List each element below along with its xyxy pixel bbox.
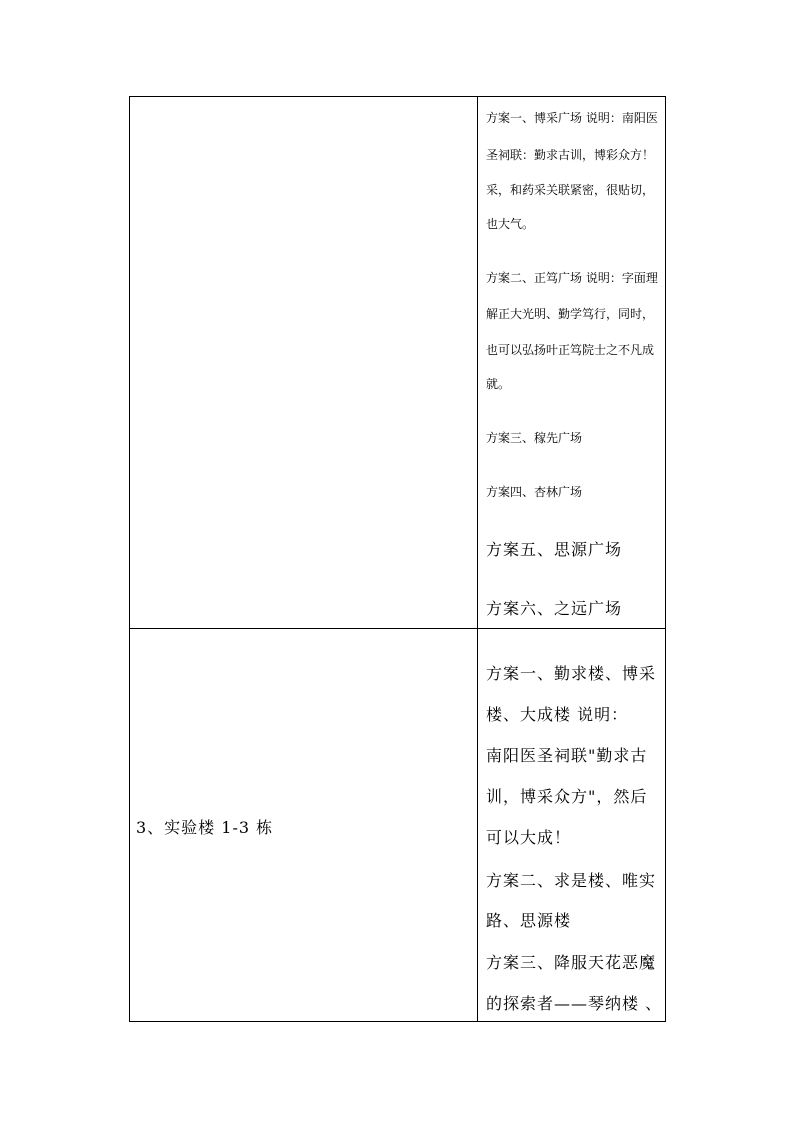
row1-line-2: 圣祠联：勤求古训，博彩众方！: [486, 148, 655, 162]
row2-line-2: 楼、大成楼 说明：: [486, 705, 629, 724]
row1-line-10: 方案四、杏林广场: [486, 485, 583, 499]
row2-line-6: 方案二、求是楼、唯实: [486, 871, 657, 890]
row2-line-5: 可以大成！: [486, 828, 572, 847]
row1-line-8: 就。: [486, 377, 511, 391]
row1-line-3: 采，和药采关联紧密，很贴切，: [486, 183, 655, 197]
row1-line-11: 方案五、思源广场: [486, 540, 623, 559]
row1-line-9: 方案三、稼先广场: [486, 431, 583, 445]
row2-line-4: 训，博采众方"，然后: [486, 787, 648, 806]
column-divider: [477, 97, 478, 1021]
naming-table: [129, 96, 666, 1022]
row2-line-1: 方案一、勤求楼、博采: [486, 664, 657, 683]
row1-line-12: 方案六、之远广场: [486, 599, 623, 618]
row2-label: 3、实验楼 1-3 栋: [136, 818, 274, 837]
row1-line-6: 解正大光明、勤学笃行，同时，: [486, 307, 655, 321]
row2-line-3: 南阳医圣祠联"勤求古: [486, 746, 648, 765]
row2-line-9: 的探索者——琴纳楼 、: [486, 994, 663, 1013]
row2-line-7: 路、思源楼: [486, 911, 572, 930]
row2-line-8: 方案三、降服天花恶魔: [486, 953, 657, 972]
row1-line-1: 方案一、博采广场 说明：南阳医: [486, 111, 658, 125]
row1-line-7: 也可以弘扬叶正笃院士之不凡成: [486, 343, 655, 357]
row1-line-4: 也大气。: [486, 217, 535, 231]
row1-line-5: 方案二、正笃广场 说明：字面理: [486, 271, 658, 285]
row-divider: [130, 628, 665, 629]
